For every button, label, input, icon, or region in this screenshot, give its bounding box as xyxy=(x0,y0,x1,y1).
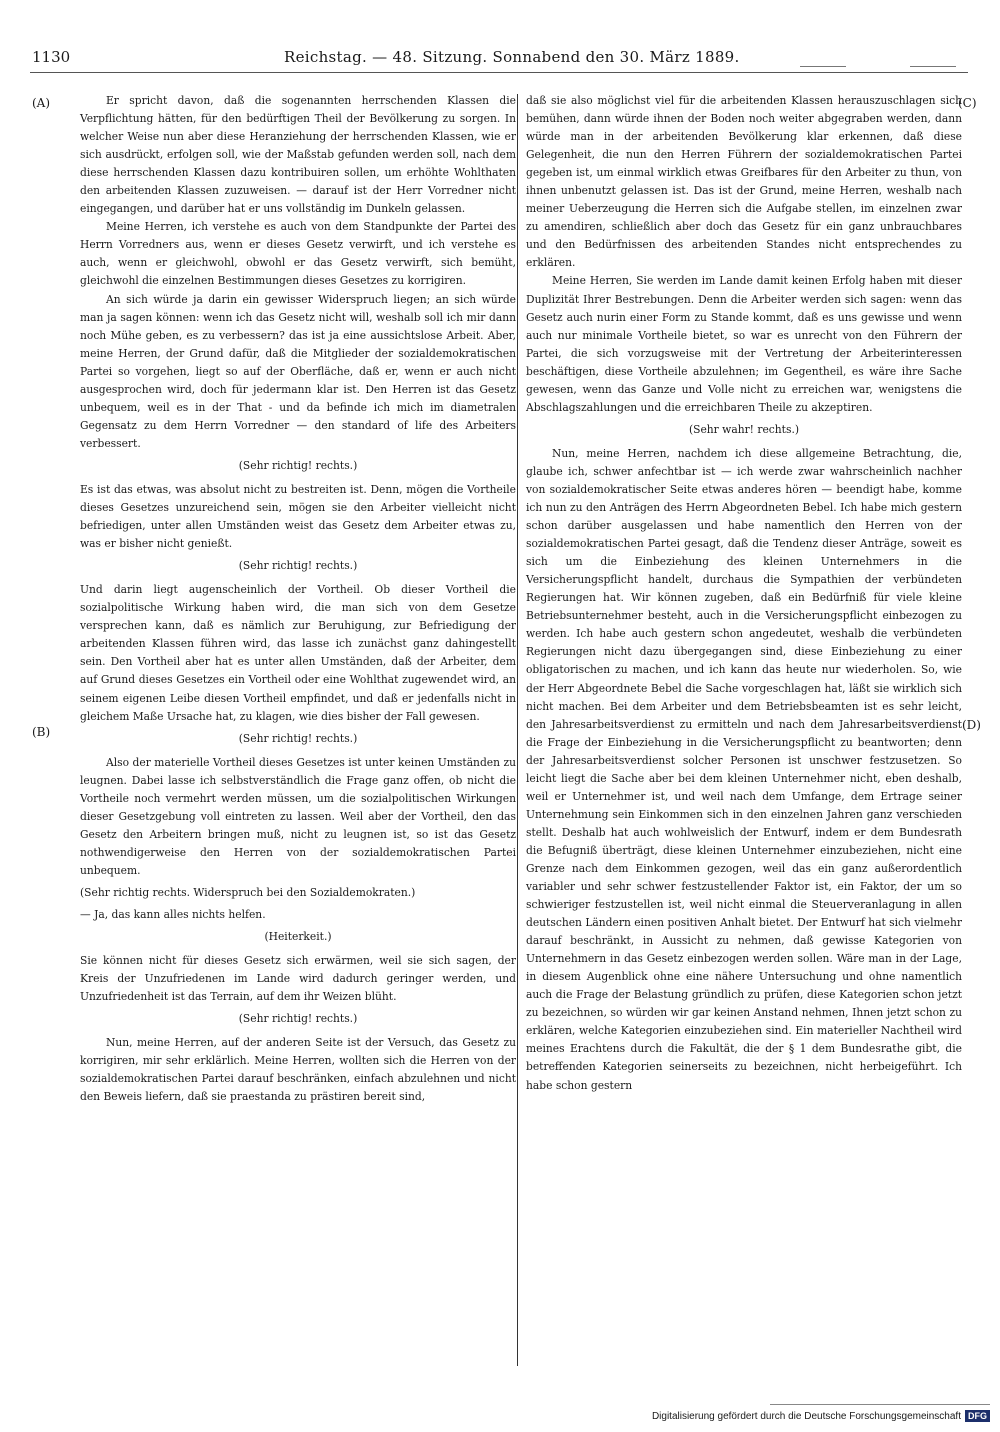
footer-credit: Digitalisierung gefördert durch die Deutsche Forschungsgemeinschaft xyxy=(651,1410,961,1422)
paragraph: — Ja, das kann alles nichts helfen. xyxy=(80,908,266,922)
margin-marker-a: (A) xyxy=(32,96,51,110)
margin-marker-c: (C) xyxy=(958,96,977,110)
margin-marker-b: (B) xyxy=(32,725,51,739)
paragraph: Also der materielle Vortheil dieses Gesetzes ist unter keinen Umständen zu leugnen. Dabei lasse ich selbstverständlich die Frage ganz offen, ob nicht die Vortheile noch vermehrt werden müssen, um die sozialpolitischen Wirkungen dieser Gesetzgebung voll eintreten zu lassen. Weil aber der Vortheil, den das Gesetz den Arbeitern bringen muß, nicht zu leugnen ist, so ist das Gesetz nothwendigerweise den Herren von der sozialdemokratischen Partei unbequem. xyxy=(80,755,516,877)
column-divider xyxy=(517,94,518,1366)
paragraph: Es ist das etwas, was absolut nicht zu bestreiten ist. Denn, mögen die Vortheile dieses Gesetzes unzureichend sein, mögen sie den Arbeiter vielleicht nicht befriedigen, unter allen Umständen weist das Gesetz dem Arbeiter etwas zu, was er bisher nicht genießt. xyxy=(80,482,516,551)
paragraph: daß sie also möglichst viel für die arbeitenden Klassen herauszuschlagen sich bemühen, dann würde ihnen der Boden noch weiter abgegraben werden, dann würde man in der arbeitenden Bevölkerung klar erkennen, daß diese Gelegenheit, die nun den Herren Führern der sozialdemokratischen Partei gegeben ist, um einmal wirklich etwas Greifbares für den Arbeiter zu thun, von ihnen unbenutzt gelassen ist. Das ist der Grund, meine Herren, weshalb nach meiner Ueberzeugung die Herren sich die Aufgabe stellen, im einzelnen zwar zu amendiren, schließlich aber doch das Gesetz für ein ganz unbrauchbares und den Bedürfnissen des arbeitenden Standes nicht entsprechendes zu erklären. xyxy=(526,94,962,270)
paragraph: Er spricht davon, daß die sogenannten herrschenden Klassen die Verpflichtung hätten, für den bedürftigen Theil der Bevölkerung zu sorgen. In welcher Weise nun aber diese Heranziehung der herrschenden Klassen, wie er sich ausdrückt, erfolgen soll, wie der Maßstab gefunden werden soll, nach dem diese herrschenden Klassen dazu kontribuiren sollen, um erhöhte Wohlthaten den arbeitenden Klassen zuzuweisen. — darauf ist der Herr Vorredner nicht eingegangen, und darüber hat er uns vollständig im Dunkeln gelassen. xyxy=(80,94,516,216)
paragraph: An sich würde ja darin ein gewisser Widerspruch liegen; an sich würde man ja sagen können: wenn ich das Gesetz nicht will, weshalb soll ich mir dann noch Mühe geben, es zu verbessern? das ist ja eine aussichtslose Arbeit. Aber, meine Herren, der Grund dafür, daß die Mitglieder der sozialdemokratischen Partei so vorgehen, liegt so auf der Oberfläche, daß er, wenn er auch nicht ausgesprochen wird, doch für jedermann klar ist. Den Herren ist das Gesetz unbequem, weil es in der That - und da befinde ich mich im diametralen Gegensatz zu dem Herrn Vorredner — den standard of life des Arbeiters verbessert. xyxy=(80,292,516,450)
left-column xyxy=(80,92,516,1106)
interjection: (Sehr wahr! rechts.) xyxy=(688,422,800,436)
header-mark xyxy=(910,66,956,67)
margin-marker-d: (D) xyxy=(962,718,981,732)
right-column xyxy=(526,92,962,1095)
paragraph: Sie können nicht für dieses Gesetz sich erwärmen, weil sie sich sagen, der Kreis der Unzufriedenen im Lande wird dadurch geringer werden, und Unzufriedenheit ist das Terrain, auf dem ihr Weizen blüht. xyxy=(80,954,516,1004)
paragraph: Und darin liegt augenscheinlich der Vortheil. Ob dieser Vortheil die sozialpolitische Wirkung haben wird, die man sich von dem Gesetze versprechen kann, daß es nämlich zur Beruhigung, zur Befriedigung der arbeitenden Klassen führen wird, das lasse ich zunächst ganz dahingestellt sein. Den Vortheil aber hat es unter allen Umständen, daß der Arbeiter, dem auf Grund dieses Gesetzes ein Vortheil oder eine Wohlthat zugewendet wird, an seinem eigenen Leibe diesen Vortheil empfindet, und daß er jedenfalls nicht in gleichem Maße Ursache hat, zu klagen, wie dies bisher der Fall gewesen. xyxy=(80,583,516,723)
interjection: (Heiterkeit.) xyxy=(264,930,332,944)
running-title: Reichstag. — 48. Sitzung. Sonnabend den 30. März 1889. xyxy=(284,48,740,66)
paragraph: Meine Herren, Sie werden im Lande damit keinen Erfolg haben mit dieser Duplizität Ihrer Bestrebungen. Denn die Arbeiter werden sich sagen: wenn das Gesetz auch nurin einer Form zu Stande kommt, daß es uns gewisse und wenn auch nur minimale Vortheile bietet, so war es unrecht von den Führern der Partei, die sich vorzugsweise mit der Vertretung der Arbeiterinteressen beschäftigen, diese Vortheile abzulehnen; im Gegentheil, es wäre ihre Sache gewesen, wenn das Ganze und Volle nicht zu erreichen war, wenigstens die Abschlagszahlungen und die erreichbaren Theile zu akzeptiren. xyxy=(526,274,962,414)
interjection: (Sehr richtig! rechts.) xyxy=(238,731,358,745)
header-mark xyxy=(800,66,846,67)
page-header xyxy=(0,0,1000,80)
dfg-logo: DFG xyxy=(965,1410,990,1422)
header-rule xyxy=(30,72,968,73)
paragraph: (Sehr richtig rechts. Widerspruch bei den Sozialdemokraten.) xyxy=(80,885,416,899)
interjection: (Sehr richtig! rechts.) xyxy=(238,559,358,573)
paragraph: Meine Herren, ich verstehe es auch von dem Standpunkte der Partei des Herrn Vorredners aus, wenn er dieses Gesetz verwirft, und ich verstehe es auch, wenn er gleichwohl, obwohl er das Gesetz verwirft, sich bemüht, gleichwohl die einzelnen Bestimmungen dieses Gesetzes zu korrigiren. xyxy=(80,220,516,288)
footer xyxy=(652,1410,990,1422)
interjection: (Sehr richtig! rechts.) xyxy=(238,458,358,472)
footer-rule xyxy=(770,1404,990,1405)
page-number: 1130 xyxy=(32,48,71,66)
paragraph: Nun, meine Herren, auf der anderen Seite ist der Versuch, das Gesetz zu korrigiren, mir sehr erklärlich. Meine Herren, wollten sich die Herren von der sozialdemokratischen Partei darauf beschränken, einfach abzulehnen und nicht den Beweis liefern, daß sie praestanda zu prästiren bereit sind, xyxy=(80,1036,516,1104)
interjection: (Sehr richtig! rechts.) xyxy=(238,1012,358,1026)
paragraph: Nun, meine Herren, nachdem ich diese allgemeine Betrachtung, die, glaube ich, schwer anfechtbar ist — ich werde zwar wahrscheinlich nachher von sozialdemokratischer Seite etwas anderes hören — beendigt habe, komme ich nun zu den Anträgen des Herrn Abgeordneten Bebel. Ich habe mich gestern schon darüber ausgelassen und habe namentlich den Herren von der sozialdemokratischen Partei gesagt, daß die Tendenz dieser Anträge, soweit es sich um die Einbeziehung des kleinen Unternehmers in die Versicherungspflicht handelt, durchaus die Sympathien der verbündeten Regierungen hat. Wir können zugeben, daß ein Bedürfniß für viele kleine Betriebsunternehmer besteht, auch in die Versicherungspflicht einbezogen zu werden. Ich habe auch gestern schon angedeutet, weshalb die verbündeten Regierungen nicht dazu übergegangen sind, diese Einbeziehung zu einer obligatorischen zu machen, und ich kann das heute nur wiederholen. So, wie der Herr Abgeordnete Bebel die Sache vorgeschlagen hat, läßt sie wirklich sich nicht machen. Bei dem Arbeiter und dem Betriebsbeamten ist es sehr leicht, den Jahresarbeitsverdienst zu ermitteln und nach dem Jahresarbeitsverdienst die Frage der Einbeziehung in die Versicherungspflicht zu beantworten; denn der Jahresarbeitsverdienst solcher Personen ist unschwer festzusetzen. So leicht liegt die Sache aber bei dem kleinen Unternehmer nicht, eben deshalb, weil er Unternehmer ist, und weil nach dem Umfange, dem Ertrage seiner Unternehmung sein Einkommen sich in den einzelnen Jahren ganz verschieden stellt. Deshalb hat auch wohlweislich der Entwurf, indem er dem Bundesrath die Befugniß überträgt, diese kleinen Unternehmer einzubeziehen, nicht eine Grenze nach dem Einkommen gezogen, weil das ein ganz außerordentlich variabler und sehr schwer festzustellender Faktor ist, ein Faktor, der um so schwieriger festzustellen ist, weil nicht einmal die Steuerveranlagung in allen deutschen Ländern einen positiven Anhalt bietet. Der Entwurf hat sich vielmehr darauf beschränkt, in Aussicht zu nehmen, daß gewisse Kategorien von Unternehmern in das Gesetz einbezogen werden sollen. Wäre man in der Lage, in diesem Augenblick ohne eine nähere Untersuchung und ohne namentlich auch die Frage der Belastung gründlich zu prüfen, diese Kategorien schon jetzt zu bezeichnen, so würden wir gar keinen Anstand nehmen, Ihnen jetzt schon zu erklären, welche Kategorien einzubeziehen sind. Ein materieller Nachtheil wird meines Erachtens durch die Fakultät, die der § 1 dem Bundesrathe gibt, die betreffenden Kategorien seinerseits zu bezeichnen, nicht herbeigeführt. Ich habe schon gestern xyxy=(526,446,962,1092)
